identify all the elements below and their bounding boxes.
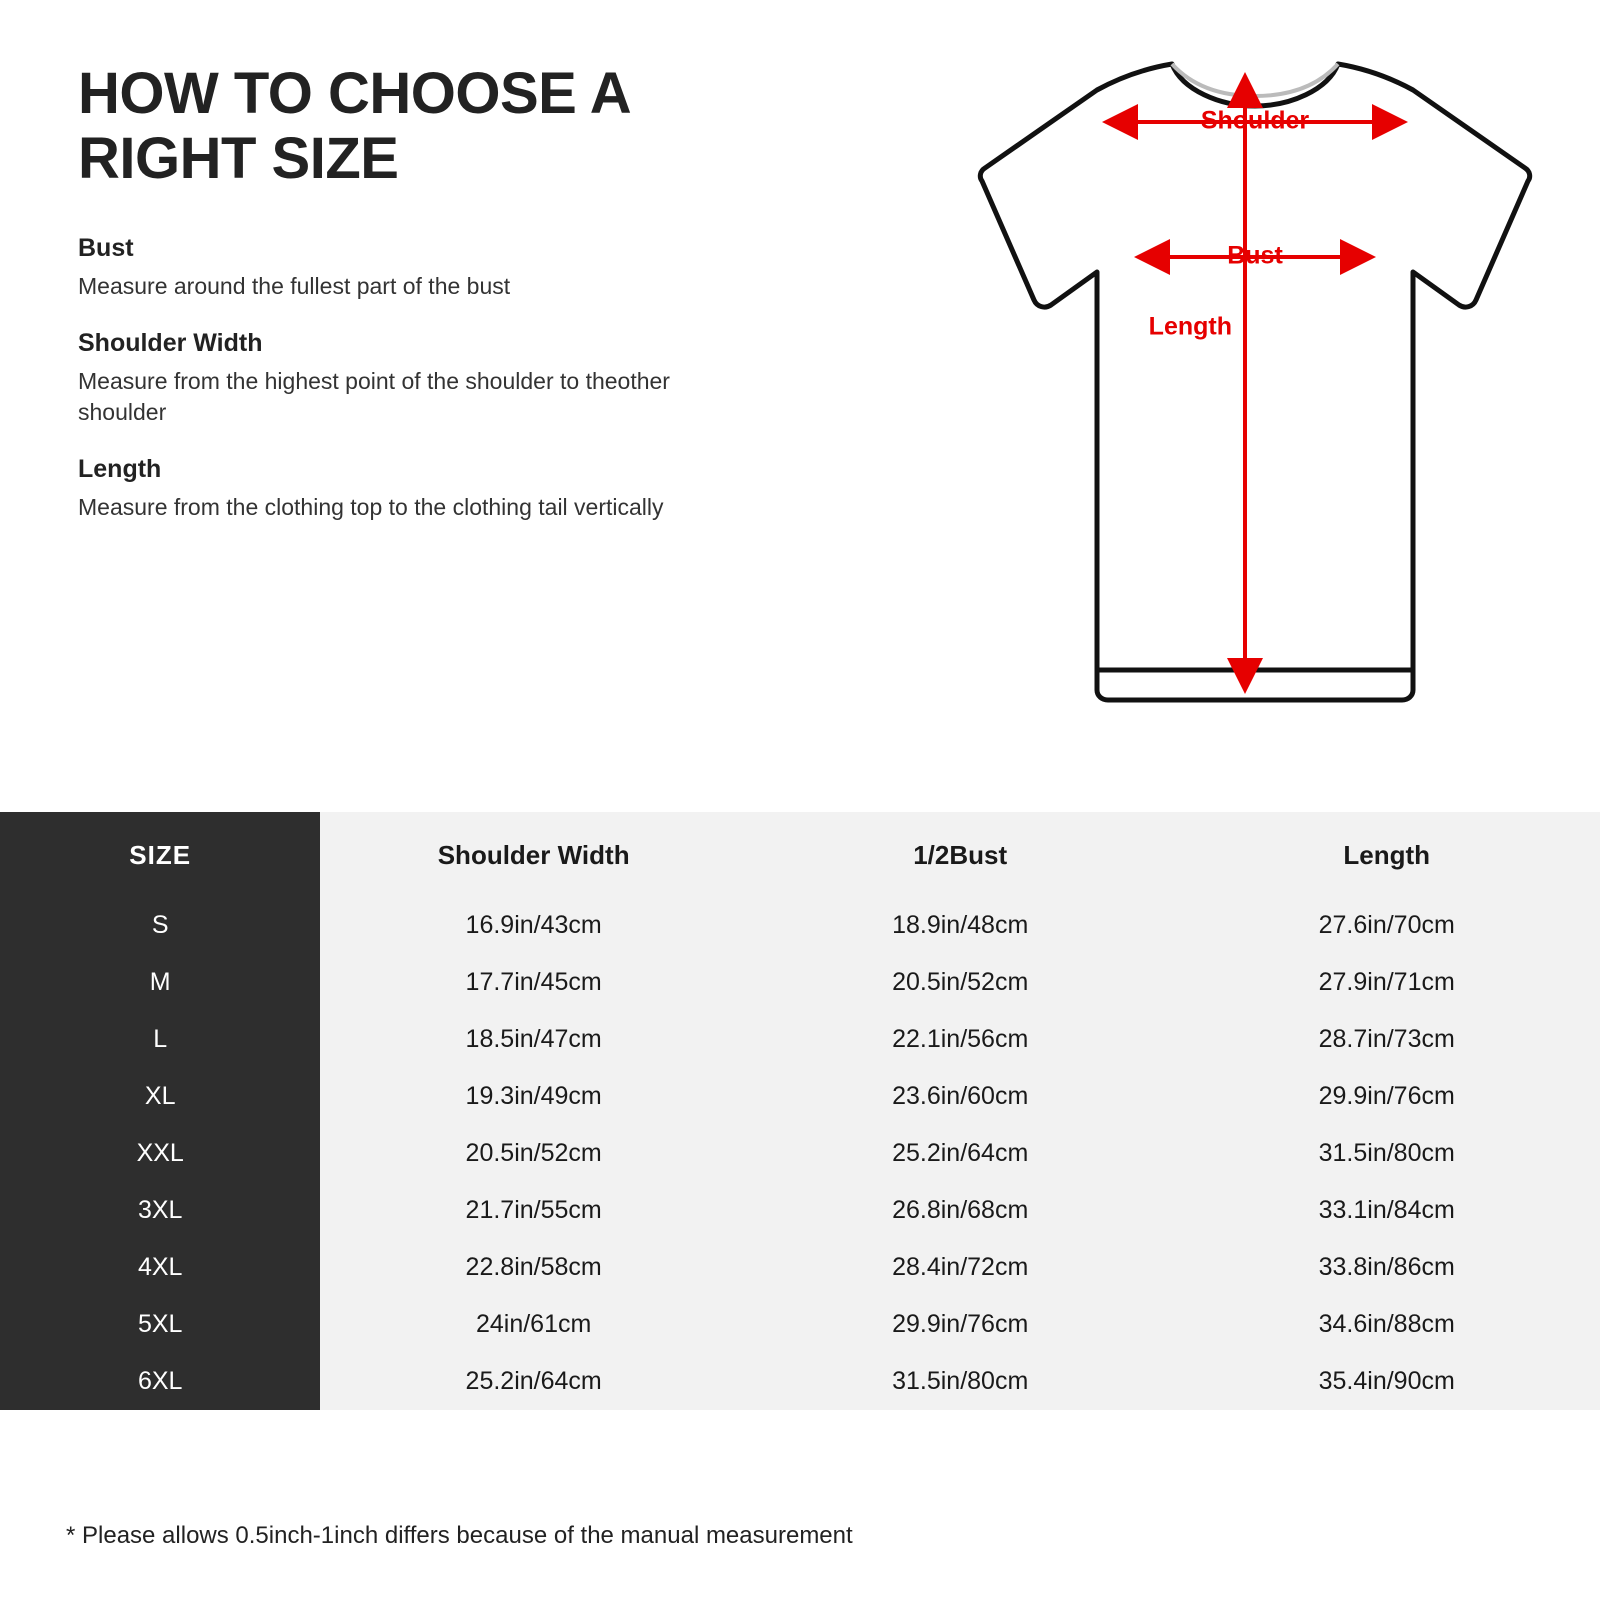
- cell-length: 35.4in/90cm: [1173, 1353, 1600, 1410]
- cell-size: S: [0, 897, 320, 954]
- cell-shoulder-width: 22.8in/58cm: [320, 1239, 747, 1296]
- size-table-wrap: [0, 812, 1600, 1410]
- table-row: [0, 897, 1600, 954]
- cell-half-bust: 23.6in/60cm: [747, 1068, 1174, 1125]
- header-shoulder-width: Shoulder Width: [320, 812, 747, 897]
- size-table-body: [0, 897, 1600, 1410]
- bust-label: Bust: [1227, 241, 1283, 270]
- term-shoulder-width-desc: Measure from the highest point of the shoulder to theother shoulder: [78, 367, 670, 426]
- tshirt-diagram: [800, 50, 1540, 750]
- term-shoulder-width-name: Shoulder Width: [78, 328, 263, 357]
- cell-half-bust: 20.5in/52cm: [747, 954, 1174, 1011]
- cell-size: XXL: [0, 1125, 320, 1182]
- table-row: [0, 1353, 1600, 1410]
- cell-half-bust: 18.9in/48cm: [747, 897, 1174, 954]
- cell-shoulder-width: 18.5in/47cm: [320, 1011, 747, 1068]
- term-length: [78, 455, 778, 524]
- cell-size: L: [0, 1011, 320, 1068]
- size-table-head: [0, 812, 1600, 897]
- header-length: Length: [1173, 812, 1600, 897]
- size-table: [0, 812, 1600, 1410]
- cell-size: XL: [0, 1068, 320, 1125]
- cell-length: 27.9in/71cm: [1173, 954, 1600, 1011]
- cell-length: 31.5in/80cm: [1173, 1125, 1600, 1182]
- term-bust: [78, 234, 778, 303]
- cell-size: 4XL: [0, 1239, 320, 1296]
- cell-shoulder-width: 21.7in/55cm: [320, 1182, 747, 1239]
- cell-length: 33.8in/86cm: [1173, 1239, 1600, 1296]
- cell-length: 29.9in/76cm: [1173, 1068, 1600, 1125]
- info-block: [78, 62, 778, 524]
- page-title: HOW TO CHOOSE A RIGHT SIZE: [78, 61, 630, 191]
- cell-size: 3XL: [0, 1182, 320, 1239]
- cell-half-bust: 25.2in/64cm: [747, 1125, 1174, 1182]
- cell-shoulder-width: 20.5in/52cm: [320, 1125, 747, 1182]
- term-shoulder-width: [78, 329, 778, 429]
- term-bust-name: Bust: [78, 233, 134, 262]
- cell-shoulder-width: 17.7in/45cm: [320, 954, 747, 1011]
- cell-half-bust: 29.9in/76cm: [747, 1296, 1174, 1353]
- cell-shoulder-width: 16.9in/43cm: [320, 897, 747, 954]
- tshirt-outline: [980, 64, 1529, 700]
- term-bust-desc: Measure around the fullest part of the bust: [78, 272, 511, 299]
- cell-shoulder-width: 24in/61cm: [320, 1296, 747, 1353]
- cell-half-bust: 26.8in/68cm: [747, 1182, 1174, 1239]
- table-row: [0, 1011, 1600, 1068]
- table-row: [0, 954, 1600, 1011]
- cell-length: 28.7in/73cm: [1173, 1011, 1600, 1068]
- cell-size: 5XL: [0, 1296, 320, 1353]
- term-length-desc: Measure from the clothing top to the clothing tail vertically: [78, 494, 664, 521]
- cell-shoulder-width: 19.3in/49cm: [320, 1068, 747, 1125]
- shoulder-label: Shoulder: [1200, 106, 1310, 135]
- table-header-row: [0, 812, 1600, 897]
- table-row: [0, 1296, 1600, 1353]
- table-row: [0, 1125, 1600, 1182]
- cell-length: 34.6in/88cm: [1173, 1296, 1600, 1353]
- header-half-bust: 1/2Bust: [747, 812, 1174, 897]
- top-section: [0, 0, 1600, 790]
- cell-half-bust: 31.5in/80cm: [747, 1353, 1174, 1410]
- table-row: [0, 1068, 1600, 1125]
- cell-length: 27.6in/70cm: [1173, 897, 1600, 954]
- table-row: [0, 1182, 1600, 1239]
- cell-half-bust: 28.4in/72cm: [747, 1239, 1174, 1296]
- cell-length: 33.1in/84cm: [1173, 1182, 1600, 1239]
- cell-half-bust: 22.1in/56cm: [747, 1011, 1174, 1068]
- cell-size: M: [0, 954, 320, 1011]
- cell-size: 6XL: [0, 1353, 320, 1410]
- length-label: Length: [1148, 312, 1232, 341]
- cell-shoulder-width: 25.2in/64cm: [320, 1353, 747, 1410]
- footnote: * Please allows 0.5inch-1inch differs because of the manual measurement: [66, 1522, 853, 1549]
- header-size: SIZE: [0, 812, 320, 897]
- term-length-name: Length: [78, 455, 162, 484]
- table-row: [0, 1239, 1600, 1296]
